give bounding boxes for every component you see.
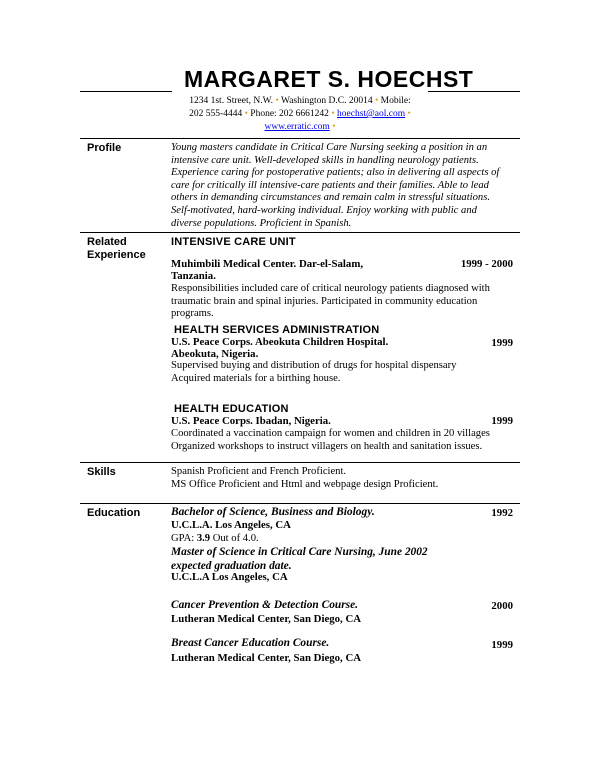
job-heading: HEALTH SERVICES ADMINISTRATION [174,324,380,336]
course-school: Lutheran Medical Center, San Diego, CA [171,652,362,664]
job-description-line: Coordinated a vaccination campaign for women and children in 20 villages [171,428,490,439]
contact-block [140,95,460,134]
bullet-icon: • [244,109,248,119]
course-title: Breast Cancer Education Course. [171,637,330,649]
course-year: 1999 [491,639,513,651]
degree-title-line-1: Master of Science in Critical Care Nursing, June 2002 [171,546,428,558]
job-org-line-2: Tanzania. [171,270,216,282]
address-street: 1234 1st. Street, N.W. [189,96,274,106]
job-description [171,360,516,385]
mobile-number: 202 555-4444 [189,109,243,119]
profile-text: Young masters candidate in Critical Care Nursing seeking a position in an intensive care unit. Well-developed skills in handling neurology patients. Experience caring for postoperative patients; also in delivering all aspects of care for critically ill intensive-care patients and their families. Able to lead others in demanding circumstances and remain calm in stressful situations. Self-motivated, hard-working individual. Enjoy working with public and diverse populations. Proficient in Spanish. [171,142,500,229]
course-title: Cancer Prevention & Detection Course. [171,599,358,611]
job-heading: HEALTH EDUCATION [174,403,289,415]
skills-list [171,466,516,491]
profile-heading: Profile [87,142,122,154]
job-description-line: Supervised buying and distribution of drugs for hospital dispensary [171,360,457,371]
degree-title: Bachelor of Science, Business and Biology. [171,506,375,518]
bullet-icon: • [275,96,279,106]
header-rule-left [80,91,172,92]
email-link[interactable]: hoechst@aol.com [337,109,406,119]
degree-title-line-2: expected graduation date. [171,559,292,572]
job-org-place: Tanzania [171,270,214,282]
course-year: 2000 [491,600,513,612]
education-divider [80,503,520,504]
job-org-place: Abeokuta, Nigeria [171,348,256,360]
job-description-line: Responsibilities included care of critical neurology patients diagnosed with [171,283,490,294]
bullet-icon: • [407,109,411,119]
contact-line-3 [140,121,460,134]
job-org-place: U.S. Peace Corps. Ibadan, Nigeria [171,415,329,427]
job-year: 1999 - 2000 [460,258,513,270]
website-link[interactable]: www.erratic.com [264,122,330,132]
job-year: 1999 [491,415,513,427]
job-description [171,428,516,453]
experience-heading-line-1: Related [87,236,127,248]
mobile-label: Mobile: [380,96,411,106]
job-org-line-1: Muhimbili Medical Center. Dar-el-Salam, [171,258,364,270]
degree-school: U.C.L.A. Los Angeles, CA [171,519,291,531]
experience-heading-line-2: Experience [87,249,146,261]
address-city: Washington D.C. 20014 [280,96,373,106]
degree-school: U.C.L.A Los Angeles, CA [171,571,288,583]
contact-line-1 [140,95,460,108]
job-heading: INTENSIVE CARE UNIT [171,236,296,248]
skills-divider [80,462,520,463]
skill-item: Spanish Proficient and French Proficient. [171,466,347,477]
gpa-scale: Out of 4.0. [212,533,259,544]
phone-number: Phone: 202 6661242 [250,109,329,119]
job-description [171,283,516,321]
bullet-icon: • [331,109,335,119]
job-description-line: Acquired materials for a birthing house. [171,372,341,384]
gpa-label: GPA: [171,533,195,544]
gpa-value: 3.9 [196,533,211,544]
skills-heading: Skills [87,466,116,478]
job-org-line-2: Abeokuta, Nigeria. [171,348,259,360]
degree-title [171,546,428,573]
job-description-line: traumatic brain and spinal injuries. Participated in community education [171,295,478,307]
job-description-line: programs. [171,308,214,320]
job-description-line: Organized workshops to instruct villagers on health and sanitation issues. [171,440,483,452]
gpa-line [171,533,259,546]
bullet-icon: • [332,122,336,132]
profile-divider [80,138,520,139]
experience-divider [80,232,520,233]
experience-heading [87,236,146,262]
skill-item: MS Office Proficient and Html and webpage design Proficient. [171,478,439,490]
job-org-line-1: U.S. Peace Corps. Abeokuta Children Hospital. [171,336,389,348]
job-org-line-1: U.S. Peace Corps. Ibadan, Nigeria. [171,415,331,427]
bullet-icon: • [374,96,379,106]
job-year: 1999 [491,337,513,349]
contact-line-2 [140,108,460,121]
candidate-name: MARGARET S. HOECHST [184,66,474,92]
education-heading: Education [87,507,141,519]
course-school: Lutheran Medical Center, San Diego, CA [171,613,362,625]
degree-year: 1992 [491,507,513,519]
